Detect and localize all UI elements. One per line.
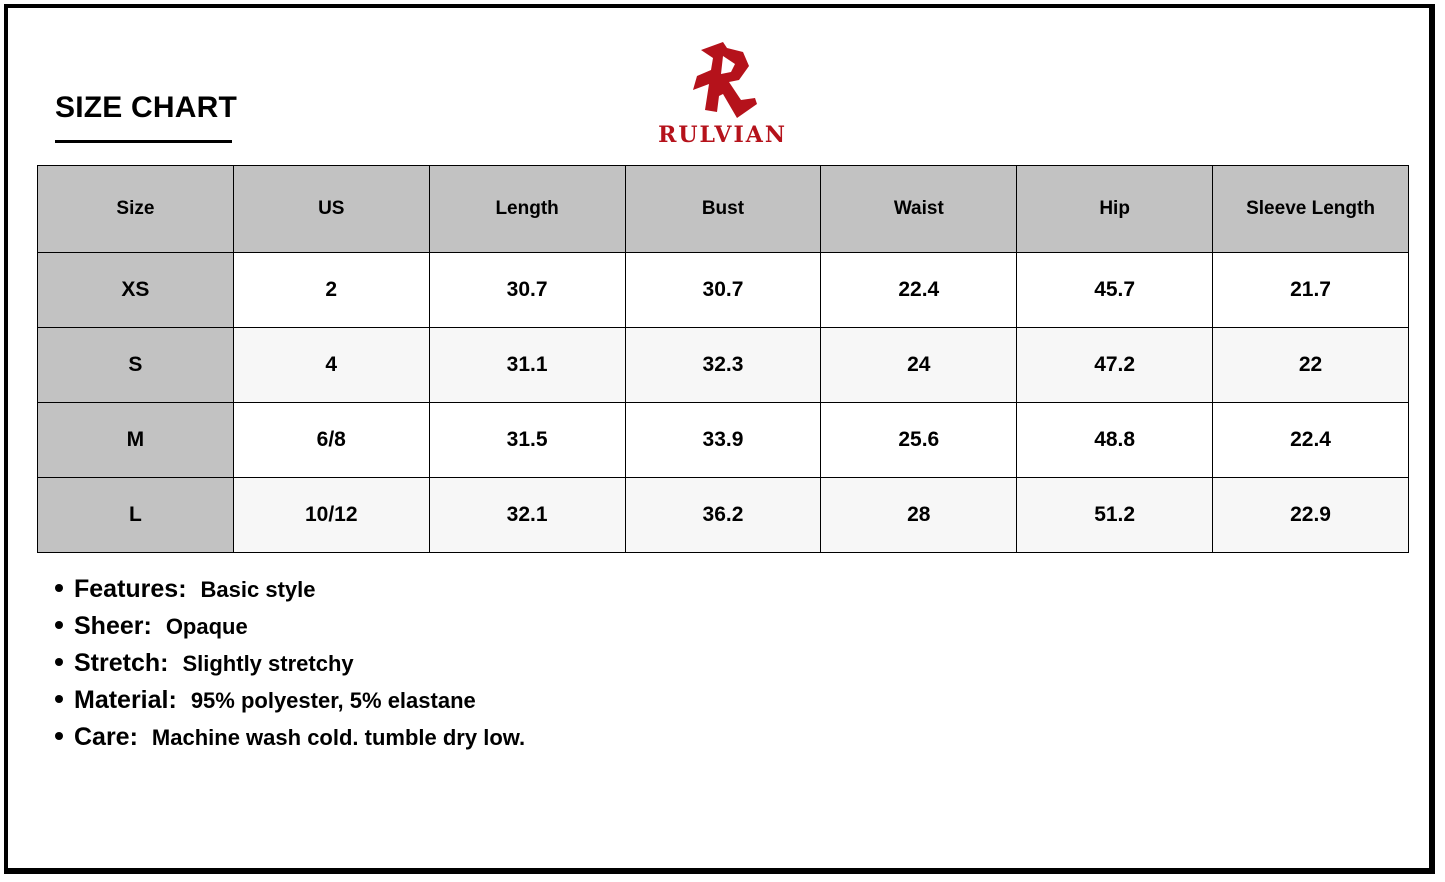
table-cell: 4 — [233, 328, 429, 403]
table-cell-size: XS — [38, 253, 234, 328]
table-cell: 22.9 — [1213, 478, 1409, 553]
title-underline — [55, 140, 232, 143]
table-cell: 31.5 — [429, 403, 625, 478]
table-header-row — [38, 166, 1409, 253]
header-hip: Hip — [1017, 166, 1213, 253]
page-title: SIZE CHART — [55, 91, 237, 124]
feature-label: Features: — [74, 575, 187, 603]
bullet-icon — [55, 732, 63, 740]
table-cell: 33.9 — [625, 403, 821, 478]
table-cell: 32.1 — [429, 478, 625, 553]
table-cell: 48.8 — [1017, 403, 1213, 478]
table-cell: 36.2 — [625, 478, 821, 553]
header-bust: Bust — [625, 166, 821, 253]
bullet-icon — [55, 621, 63, 629]
table-cell: 32.3 — [625, 328, 821, 403]
table-row — [38, 478, 1409, 553]
feature-value: Slightly stretchy — [182, 651, 354, 676]
table-cell: 30.7 — [429, 253, 625, 328]
size-table — [37, 165, 1409, 553]
feature-label: Sheer: — [74, 612, 152, 640]
table-cell: 2 — [233, 253, 429, 328]
list-item — [55, 612, 525, 649]
table-cell: 47.2 — [1017, 328, 1213, 403]
bullet-icon — [55, 695, 63, 703]
feature-value: 95% polyester, 5% elastane — [190, 688, 476, 713]
bullet-icon — [55, 658, 63, 666]
table-cell-size: M — [38, 403, 234, 478]
brand-r-icon — [683, 38, 763, 118]
table-cell: 28 — [821, 478, 1017, 553]
table-cell-size: L — [38, 478, 234, 553]
table-cell: 22.4 — [821, 253, 1017, 328]
feature-list — [55, 575, 525, 760]
table-cell-size: S — [38, 328, 234, 403]
table-cell: 31.1 — [429, 328, 625, 403]
list-item — [55, 649, 525, 686]
table-cell: 25.6 — [821, 403, 1017, 478]
table-cell: 30.7 — [625, 253, 821, 328]
brand-logo — [645, 38, 800, 153]
feature-value: Machine wash cold. tumble dry low. — [151, 725, 526, 750]
feature-value: Opaque — [165, 614, 248, 639]
list-item — [55, 723, 525, 760]
feature-label: Care: — [74, 723, 138, 751]
header-us: US — [233, 166, 429, 253]
feature-label: Material: — [74, 686, 177, 714]
table-cell: 22 — [1213, 328, 1409, 403]
table-cell: 10/12 — [233, 478, 429, 553]
table-cell: 6/8 — [233, 403, 429, 478]
feature-label: Stretch: — [74, 649, 169, 677]
table-cell: 24 — [821, 328, 1017, 403]
header-length: Length — [429, 166, 625, 253]
table-cell: 21.7 — [1213, 253, 1409, 328]
table-row — [38, 403, 1409, 478]
bullet-icon — [55, 584, 63, 592]
list-item — [55, 575, 525, 612]
header-size: Size — [38, 166, 234, 253]
table-cell: 45.7 — [1017, 253, 1213, 328]
header-waist: Waist — [821, 166, 1017, 253]
table-cell: 22.4 — [1213, 403, 1409, 478]
header-sleeve-length: Sleeve Length — [1213, 166, 1409, 253]
feature-value: Basic style — [200, 577, 316, 602]
table-cell: 51.2 — [1017, 478, 1213, 553]
list-item — [55, 686, 525, 723]
table-row — [38, 253, 1409, 328]
table-row — [38, 328, 1409, 403]
brand-name: RULVIAN — [658, 122, 787, 148]
